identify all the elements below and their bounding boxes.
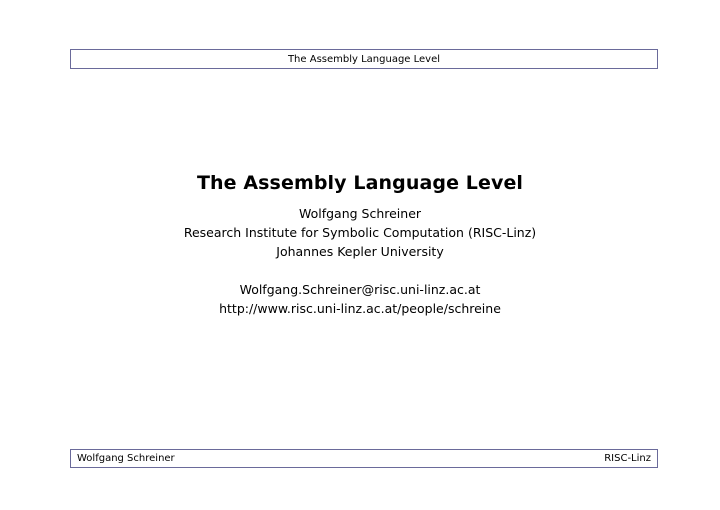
homepage-url: http://www.risc.uni-linz.ac.at/people/schreine [219,301,501,316]
institute-name: Research Institute for Symbolic Computation (RISC-Linz) [183,225,537,240]
slide-title: The Assembly Language Level [196,172,524,194]
spacer [0,261,720,280]
footer-institute: RISC-Linz [604,453,651,464]
header-frame [70,49,658,69]
email-address: Wolfgang.Schreiner@risc.uni-linz.ac.at [239,282,481,297]
footer-frame [70,449,658,468]
author-name: Wolfgang Schreiner [298,206,422,221]
running-title: The Assembly Language Level [287,53,441,65]
university-name: Johannes Kepler University [276,244,444,259]
footer-author: Wolfgang Schreiner [77,453,175,464]
author-info [0,204,720,318]
